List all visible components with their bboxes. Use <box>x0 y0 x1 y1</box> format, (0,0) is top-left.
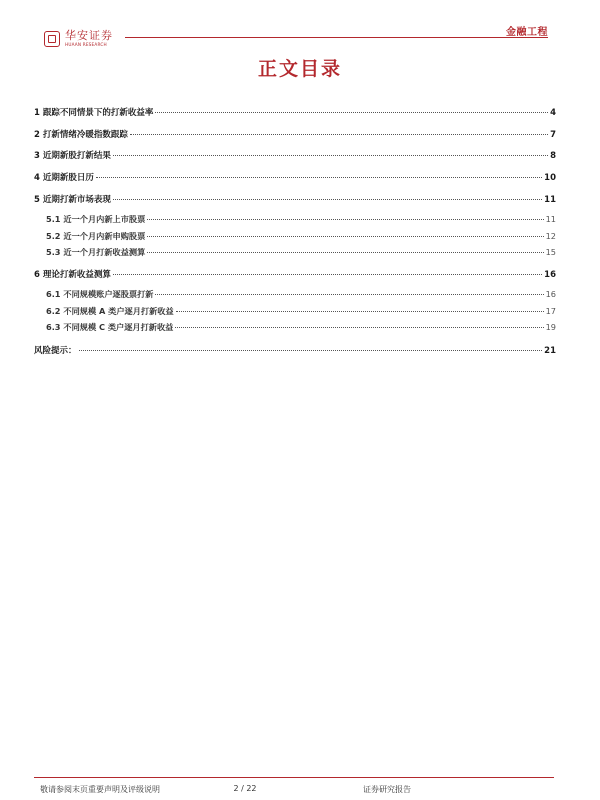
toc-dot-leader <box>147 236 543 237</box>
toc-dot-leader <box>155 112 548 113</box>
toc-entry[interactable] <box>34 171 556 183</box>
toc-entry-label <box>34 193 111 205</box>
toc-entry-title: 近期新股打新结果 <box>42 151 111 161</box>
toc-entry[interactable] <box>34 344 556 356</box>
toc-entry-title: 近一个月内新申购股票 <box>63 231 146 241</box>
toc-entry-number: 5.3 <box>46 247 61 257</box>
toc-entry-label <box>46 231 145 242</box>
toc-entry-label <box>34 128 128 140</box>
toc-entry-number: 6.1 <box>46 289 61 299</box>
logo-name-cn: 华安证券 <box>65 29 113 43</box>
toc-entry-page: 15 <box>545 247 556 257</box>
toc-entry-title: 不同规模 A 类户逐月打新收益 <box>63 306 174 316</box>
toc-entry-number: 1 <box>34 108 40 118</box>
toc-entry-page: 8 <box>550 151 556 161</box>
toc-entry-label <box>46 289 153 300</box>
toc-entry-number: 2 <box>34 130 40 140</box>
toc-entry-page: 21 <box>544 346 556 356</box>
toc-dot-leader <box>176 311 544 312</box>
toc-entry-title: 理论打新收益测算 <box>42 270 111 280</box>
toc-entry-number: 6 <box>34 270 40 280</box>
toc-entry-page: 17 <box>545 306 556 316</box>
toc-entry-title: 不同规模账户逐股票打新 <box>63 289 154 299</box>
toc-entry-title: 近期新股日历 <box>42 173 94 183</box>
toc-entry-title: 跟踪不同情景下的打新收益率 <box>42 108 154 118</box>
toc-entry-number: 6.3 <box>46 322 61 332</box>
toc-entry-title: 风险提示： <box>34 346 77 356</box>
toc-entry-number: 6.2 <box>46 306 61 316</box>
toc-entry-label <box>46 306 174 317</box>
logo-name-en: HUAAN RESEARCH <box>65 42 107 48</box>
toc-entry[interactable] <box>34 106 556 118</box>
toc-entry-label <box>46 247 145 258</box>
toc-dot-leader <box>113 274 542 275</box>
page-title: 正文目录 <box>257 58 342 80</box>
toc-entry-page: 12 <box>545 231 556 241</box>
toc-entry[interactable] <box>34 149 556 161</box>
toc-entry-title: 近期打新市场表现 <box>42 195 111 205</box>
toc-dot-leader <box>113 199 542 200</box>
toc-entry-label <box>46 322 173 333</box>
toc-entry-label <box>34 171 94 183</box>
toc-entry-page: 10 <box>544 173 556 183</box>
footer-report-type: 证券研究报告 <box>363 785 411 794</box>
toc-entry[interactable] <box>34 268 556 280</box>
toc-entry-label <box>34 106 153 118</box>
toc-dot-leader <box>175 327 543 328</box>
toc-entry[interactable] <box>46 306 556 317</box>
header-divider <box>125 37 548 38</box>
toc-entry-page: 4 <box>550 108 556 118</box>
toc-entry[interactable] <box>46 247 556 258</box>
logo-emblem-icon <box>44 31 60 47</box>
toc-entry-page: 16 <box>544 270 556 280</box>
logo-text <box>65 30 113 47</box>
toc-dot-leader <box>96 177 542 178</box>
toc-entry-page: 19 <box>545 322 556 332</box>
toc-entry-title: 打新情绪冷暖指数跟踪 <box>42 130 128 140</box>
toc-dot-leader <box>113 155 548 156</box>
toc-entry-label <box>46 214 145 225</box>
toc-entry-label <box>34 149 111 161</box>
toc-dot-leader <box>147 219 543 220</box>
toc-entry[interactable] <box>34 193 556 205</box>
toc-entry[interactable] <box>46 214 556 225</box>
toc-entry-number: 4 <box>34 173 40 183</box>
toc-dot-leader <box>79 350 543 351</box>
toc-entry-title: 不同规模 C 类户逐月打新收益 <box>63 322 174 332</box>
footer-divider <box>34 777 554 778</box>
toc-entry-title: 近一个月打新收益测算 <box>63 247 146 257</box>
toc-entry-number: 5 <box>34 195 40 205</box>
toc-dot-leader <box>155 294 543 295</box>
toc-entry-page: 16 <box>545 289 556 299</box>
toc-entry-page: 11 <box>544 195 556 205</box>
toc-dot-leader <box>130 134 548 135</box>
header-section-label: 金融工程 <box>506 27 548 38</box>
toc-entry-title: 近一个月内新上市股票 <box>63 214 146 224</box>
footer-page-number: 2 / 22 <box>233 784 257 793</box>
toc-entry[interactable] <box>46 231 556 242</box>
toc-entry-page: 11 <box>545 214 556 224</box>
toc-entry-label <box>34 344 77 356</box>
toc-dot-leader <box>147 252 543 253</box>
toc-entry[interactable] <box>46 289 556 300</box>
toc-entry-number: 3 <box>34 151 40 161</box>
footer-disclaimer: 敬请参阅末页重要声明及评级说明 <box>40 785 160 794</box>
company-logo <box>44 29 113 49</box>
toc-entry-number: 5.1 <box>46 214 61 224</box>
toc-entry-number: 5.2 <box>46 231 61 241</box>
toc-entry-page: 7 <box>550 130 556 140</box>
toc-entry-label <box>34 268 111 280</box>
toc-entry[interactable] <box>46 322 556 333</box>
toc-entry[interactable] <box>34 128 556 140</box>
